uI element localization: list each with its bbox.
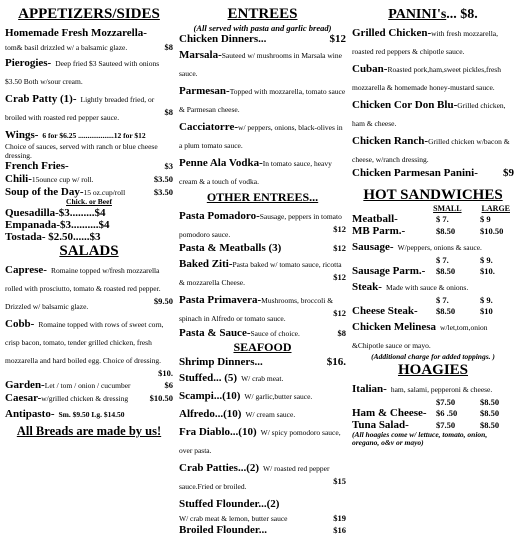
item-name: Chicken Melinesa — [352, 321, 437, 333]
item-desc: Lightly breaded fried, or broiled with roasted red pepper sauce. — [5, 95, 155, 122]
price-large: $10 — [480, 306, 493, 316]
item-name: Sausage- — [352, 241, 394, 253]
item-name: Crab Patty (1)- — [5, 93, 77, 105]
item-name: Penne Ala Vodka- — [179, 157, 263, 169]
item-desc: 15 oz.cup/roll — [83, 188, 126, 197]
entrees-subtitle: (All served with pasta and garlic bread) — [193, 23, 332, 33]
item-name: Alfredo...(10) — [179, 408, 242, 420]
price-small: $8.50 — [436, 266, 456, 276]
item-price: $12 — [333, 243, 346, 253]
item-name: Sausage Parm.- — [352, 265, 426, 277]
panini-title: PANINI's — [388, 7, 447, 22]
other-entrees-header: OTHER ENTREES... — [206, 190, 319, 204]
item-desc: Grilled chicken, ham & cheese. — [352, 101, 506, 128]
item-name: Antipasto- — [5, 407, 55, 420]
item-name: Parmesan- — [179, 85, 230, 97]
item-desc: 6 for $6.25 ...................12 for $12 — [42, 131, 146, 140]
item-name: French Fries- — [5, 160, 69, 172]
item-price: $8 — [164, 42, 173, 52]
hot-sandwiches-header: HOT SANDWICHES — [363, 187, 503, 203]
item-price: $6 — [164, 379, 173, 390]
item-name: Pierogies- — [5, 57, 52, 69]
item-price: $15 — [333, 476, 346, 486]
price-large: $ 9. — [480, 255, 493, 265]
item-name: Cobb- — [5, 317, 35, 330]
item-empanada: Empanada-$3..........$4 — [5, 218, 110, 231]
item-stuffed-flounder — [179, 494, 346, 524]
item-alfredo — [179, 404, 346, 422]
price-small: $ 7. — [436, 214, 449, 224]
appetizers-column — [5, 6, 173, 439]
price-large: $10. — [480, 266, 495, 276]
price-large: $ 9. — [480, 295, 493, 305]
item-chili — [5, 172, 173, 185]
item-price: $9.50 — [153, 295, 173, 306]
item-chicken-melinesa — [352, 317, 514, 353]
size-headers — [352, 204, 510, 213]
item-desc: 15ounce cup w/ roll. — [31, 175, 94, 184]
item-price: $10. — [158, 367, 173, 378]
panini-price: ... $8. — [446, 7, 478, 22]
item-name: Chili- — [5, 173, 32, 185]
item-desc: W/peppers, onions & sauce. — [397, 243, 482, 252]
item-name: Marsala- — [179, 49, 222, 61]
item-name: Baked Ziti- — [179, 258, 233, 270]
item-antipasto — [5, 404, 173, 422]
item-price: $3.50 — [153, 187, 173, 197]
item-quesadilla: Quesadilla-$3.........$4 — [5, 206, 106, 219]
item-desc: w/let,tom,onion &Chipotle sauce or mayo. — [352, 323, 488, 350]
item-penne-vodka — [179, 153, 346, 189]
item-name: Chicken Ranch- — [352, 135, 429, 147]
item-name: Pasta Pomadoro- — [179, 210, 260, 222]
item-sausage-parm — [352, 265, 514, 277]
item-pasta-sauce — [179, 326, 346, 339]
item-broiled-flounder — [179, 524, 346, 536]
item-ham-cheese — [352, 407, 514, 419]
steak-prices — [352, 295, 514, 305]
item-wings — [5, 125, 173, 160]
seafood-header: SEAFOOD — [233, 340, 292, 354]
item-desc: Sauteed w/ mushrooms in Marsala wine sauce. — [179, 51, 342, 78]
item-name: Scampi...(10) — [179, 390, 241, 402]
item-sausage — [352, 237, 514, 255]
panini-header — [352, 6, 514, 23]
item-name: Shrimp Dinners... — [179, 356, 263, 368]
entrees-column — [179, 6, 346, 536]
price-large: $8.50 — [480, 419, 500, 430]
item-primavera — [179, 290, 346, 326]
item-name: Chicken Dinners... — [179, 33, 267, 45]
item-name: Caprese- — [5, 263, 47, 276]
item-desc: W/ crab meat & lemon, butter sauce — [179, 514, 288, 523]
soup-choice: Chick. or Beef — [66, 197, 112, 206]
item-name: Pasta Primavera- — [179, 294, 262, 306]
item-scampi — [179, 386, 346, 404]
item-name: Stuffed Flounder...(2) — [179, 498, 280, 510]
item-chicken-parm-panini — [352, 167, 514, 179]
sausage-prices — [352, 255, 514, 265]
price-large: $8.50 — [480, 396, 500, 407]
item-meatball — [352, 213, 514, 225]
item-cacciatorre — [179, 117, 346, 153]
item-caesar — [5, 391, 173, 404]
item-mozzarella — [5, 23, 173, 53]
item-steak — [352, 277, 514, 295]
item-name: Pasta & Meatballs (3) — [179, 242, 282, 254]
item-name: Soup of the Day- — [5, 186, 84, 198]
item-desc: W/ cream sauce. — [245, 410, 296, 419]
price-small: $ 7. — [436, 255, 449, 265]
price-large: $10.50 — [480, 226, 504, 236]
item-name: Pasta & Sauce- — [179, 327, 251, 339]
item-shrimp-dinners — [179, 356, 346, 368]
hoagie-note: (All hoagies come w/ lettuce, tomato, onion, oregano, o&v or mayo) — [352, 429, 488, 447]
item-price: $3.50 — [153, 174, 173, 184]
item-chicken-ranch — [352, 131, 514, 167]
italian-prices — [352, 397, 514, 407]
appetizers-header: APPETIZERS/SIDES — [18, 6, 160, 22]
item-name: Wings- — [5, 129, 39, 141]
price-small: $7.50 — [436, 396, 456, 407]
item-desc: W/ garlic,butter sauce. — [244, 392, 313, 401]
item-name: Tuna Salad- — [352, 418, 409, 431]
item-grilled-chicken — [352, 23, 514, 59]
item-mb-parm — [352, 225, 514, 237]
item-tostada: Tostada- $2.50......$3 — [5, 230, 101, 243]
item-name: Stuffed... (5) — [179, 372, 238, 384]
panini-column — [352, 6, 514, 448]
price-small: $7.50 — [436, 419, 456, 430]
item-name: Meatball- — [352, 213, 398, 225]
item-name: Cuban- — [352, 63, 388, 75]
item-price: $12 — [329, 33, 346, 45]
item-desc: W/ roasted red pepper sauce.Fried or broiled. — [179, 464, 330, 491]
item-chicken-dinners — [179, 33, 346, 45]
item-marsala — [179, 45, 346, 81]
item-desc-2: Choice of sauces, served with ranch or blue cheese dressing. — [5, 142, 158, 160]
item-desc: ham, salami, pepperoni & cheese. — [390, 384, 493, 394]
item-crab-patty — [5, 89, 173, 125]
item-crab-patties — [179, 458, 346, 494]
item-name: Broiled Flounder... — [179, 524, 268, 536]
item-desc: Sauce of choice. — [250, 329, 300, 338]
item-name: Chicken Cor Don Blu- — [352, 99, 458, 111]
item-fra-diablo — [179, 422, 346, 458]
item-cordon-blu — [352, 95, 514, 131]
item-desc: with fresh mozzarella, roasted red peppers & chipotle sauce. — [352, 29, 498, 56]
item-desc: Mushrooms, broccoli & spinach in Alfredo or tomato sauce. — [179, 296, 334, 323]
item-desc: Romaine topped with rows of sweet corn, crisp bacon, tomato, tender grilled chicken, fresh mozzarella and hard boiled egg. Choice of dressing. — [5, 319, 164, 365]
item-pomodoro — [179, 206, 346, 242]
item-price: $12 — [333, 272, 346, 282]
price-large: $ 9 — [480, 214, 491, 224]
item-name: Cacciatorre- — [179, 121, 239, 133]
item-cuban — [352, 59, 514, 95]
breads-note: All Breads are made by us! — [16, 423, 162, 438]
item-name: Chicken Parmesan Panini- — [352, 167, 478, 179]
item-name: Steak- — [352, 281, 382, 293]
item-name: Fra Diablo...(10) — [179, 426, 257, 438]
entrees-header: ENTREES — [227, 6, 298, 22]
item-name: Crab Patties...(2) — [179, 462, 260, 474]
item-desc: In tomato sauce, heavy cream & a touch of vodka. — [179, 159, 332, 186]
item-desc: Pasta baked w/ tomato sauce, ricotta & mozzarella Cheese. — [179, 260, 342, 287]
item-desc: Sm. $9.50 Lg. $14.50 — [58, 409, 125, 419]
item-desc: Romaine topped w/fresh mozzarella rolled with prosciutto, tomato & roasted red pepper. Drizzled w/ balsamic glaze. — [5, 265, 161, 311]
item-italian — [352, 379, 514, 397]
hoagies-header: HOAGIES — [397, 361, 469, 378]
item-desc: Grilled chicken w/bacon & cheese, w/ranch dressing. — [352, 137, 510, 164]
item-french-fries — [5, 160, 173, 172]
item-price: $8 — [164, 107, 173, 117]
item-desc: w/ peppers, onions, black-olives in a plum tomato sauce. — [179, 123, 343, 150]
small-header: SMALL — [433, 204, 462, 213]
item-name: MB Parm.- — [352, 225, 406, 237]
item-baked-ziti — [179, 254, 346, 290]
item-cheese-steak — [352, 305, 514, 317]
price-small: $ 7. — [436, 295, 449, 305]
item-desc: w/grilled chicken & dressing — [41, 393, 129, 403]
item-desc: tom& basil drizzled w/ a balsamic glaze. — [5, 43, 128, 52]
price-small: $6 .50 — [436, 407, 458, 418]
item-parmesan — [179, 81, 346, 117]
price-large: $8.50 — [480, 407, 500, 418]
item-price: $9 — [503, 167, 514, 179]
toppings-note: (Additional charge for added toppings. ) — [371, 352, 495, 361]
large-header: LARGE — [481, 204, 510, 213]
item-desc: Deep fried $3 Sauteed with onions $3.50 Both w/sour cream. — [5, 59, 160, 86]
item-name: Cheese Steak- — [352, 305, 418, 317]
item-meatballs — [179, 242, 346, 254]
price-small: $8.50 — [436, 226, 456, 236]
item-cobb — [5, 314, 173, 378]
item-pierogies — [5, 53, 173, 89]
item-desc: W/ crab meat. — [241, 374, 284, 383]
item-price: $12 — [333, 224, 346, 234]
item-stuffed-shrimp — [179, 368, 346, 386]
item-name: Caesar- — [5, 391, 42, 404]
item-garden — [5, 378, 173, 391]
price-small: $8.50 — [436, 306, 456, 316]
item-desc: Sausage, peppers in tomato pomodoro sauce. — [179, 212, 342, 239]
item-name: Italian- — [352, 382, 387, 395]
item-desc: Topped with mozzarella, tomato sauce & Parmesan cheese. — [179, 87, 346, 114]
item-price: $3 — [164, 161, 173, 171]
item-desc: Made with sauce & onions. — [385, 283, 469, 292]
item-name: Garden- — [5, 378, 45, 391]
item-price: $19 — [333, 513, 346, 523]
item-price: $16. — [326, 356, 346, 368]
item-tuna-salad — [352, 419, 514, 431]
item-price: $10.50 — [149, 392, 173, 403]
item-caprese — [5, 260, 173, 314]
item-price: $8 — [337, 328, 346, 338]
item-price: $12 — [333, 308, 346, 318]
item-desc: Let / tom / onion / cucumber — [44, 380, 131, 390]
item-price: $16 — [333, 525, 346, 535]
item-name: Homemade Fresh Mozzarella- — [5, 27, 147, 39]
item-desc: W/ spicy pomodoro sauce, over pasta. — [179, 428, 341, 455]
item-desc: Roasted pork,ham,sweet pickles,fresh mozzarella & homemade honey-mustard sauce. — [352, 65, 501, 92]
item-name: Ham & Cheese- — [352, 406, 427, 419]
salads-header: SALADS — [59, 242, 119, 259]
item-name: Grilled Chicken- — [352, 27, 432, 39]
